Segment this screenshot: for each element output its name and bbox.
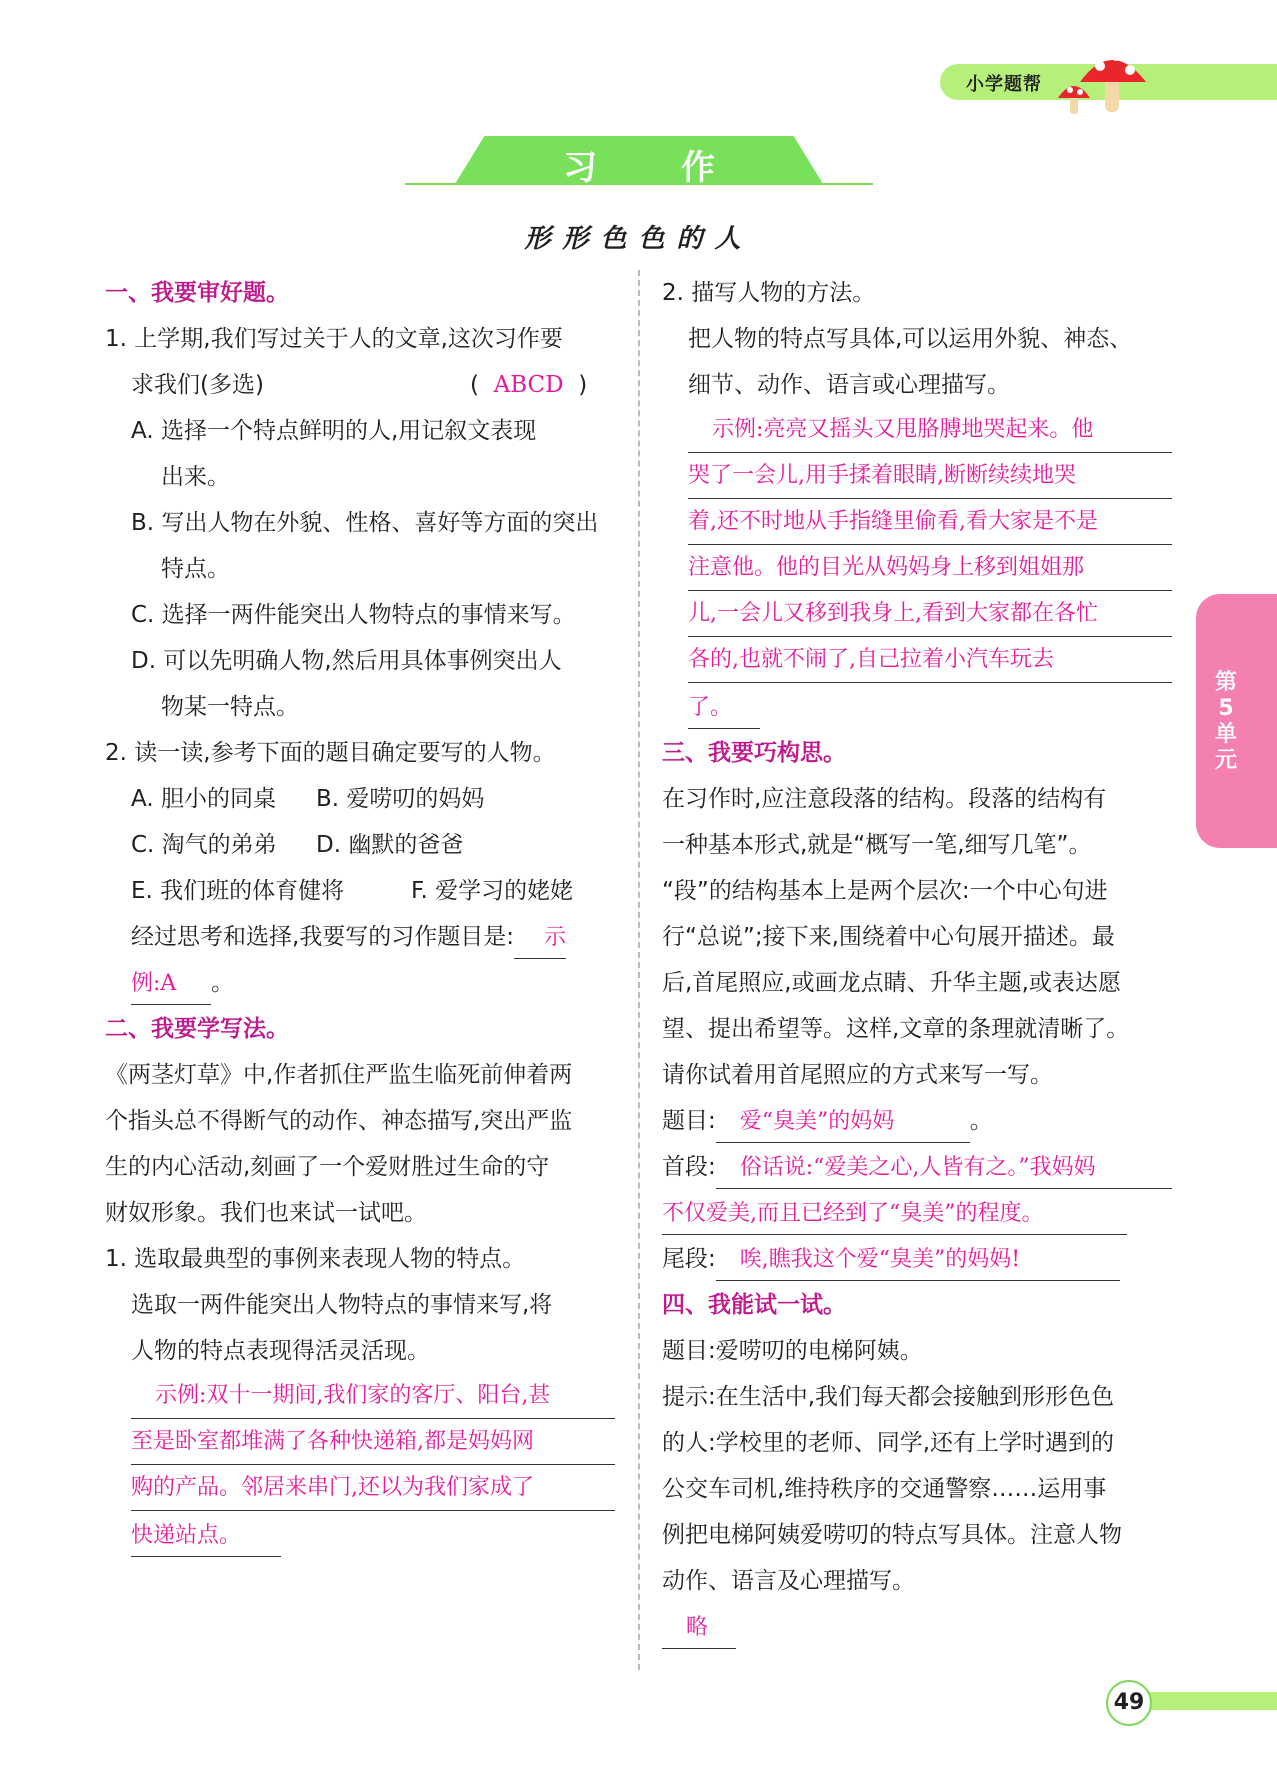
s3-first-line	[662, 1144, 1172, 1190]
s2-paragraph-3: 生的内心活动,刻画了一个爱财胜过生命的守	[105, 1154, 550, 1180]
unit-label-4: 元	[1214, 748, 1237, 773]
q1-option-d-1: D. 可以先明确人物,然后用具体事例突出人	[131, 648, 562, 674]
q2-option-e: E. 我们班的体育健将	[131, 878, 345, 904]
s4-paragraph-3: 公交车司机,维持秩序的交通警察……运用事	[662, 1476, 1107, 1502]
s2-question-1-desc-1: 选取一两件能突出人物特点的事情来写,将	[131, 1292, 553, 1318]
s2-answer-4: 快递站点。	[131, 1516, 281, 1557]
s3-paragraph-7: 请你试着用首尾照应的方式来写一写。	[662, 1062, 1053, 1088]
brand-label: 小学题帮	[966, 74, 1042, 95]
r-answer-3: 着,还不时地从手指缝里偷看,看大家是不是	[688, 500, 1172, 545]
s2-paragraph-4: 财奴形象。我们也来试一试吧。	[105, 1200, 427, 1226]
s2-answer-1: 示例:双十一期间,我们家的客厅、阳台,甚	[131, 1374, 615, 1419]
q1-option-b-2: 特点。	[161, 556, 230, 582]
s3-title-label: 题目:	[662, 1108, 716, 1134]
s3-paragraph-3: “段”的结构基本上是两个层次:一个中心句进	[662, 878, 1108, 904]
q2-option-d: D. 幽默的爸爸	[316, 832, 464, 858]
essay-subtitle: 形形色色的人	[524, 224, 753, 254]
s2-paragraph-1: 《两茎灯草》中,作者抓住严监生临死前伸着两	[105, 1062, 573, 1088]
s4-paragraph-1: 提示:在生活中,我们每天都会接触到形形色色	[662, 1384, 1115, 1410]
s3-paragraph-1: 在习作时,应注意段落的结构。段落的结构有	[662, 786, 1107, 812]
q1-option-c: C. 选择一两件能突出人物特点的事情来写。	[131, 602, 576, 628]
section-heading-4: 四、我能试一试。	[662, 1292, 846, 1318]
page-number: 49	[1106, 1680, 1152, 1726]
unit-label-1: 第	[1214, 670, 1237, 695]
s3-paragraph-6: 望、提出希望等。这样,文章的条理就清晰了。	[662, 1016, 1130, 1042]
s3-title-end: 。	[969, 1108, 993, 1134]
s3-title-answer: 爱“臭美”的妈妈	[716, 1102, 970, 1143]
q2-option-f: F. 爱学习的姥姥	[411, 878, 574, 904]
q1-option-a-2: 出来。	[161, 464, 230, 490]
s3-paragraph-2: 一种基本形式,就是“概写一笔,细写几笔”。	[662, 832, 1092, 858]
q2-answer-end: 。	[211, 970, 234, 996]
s3-first-line-2	[662, 1190, 1172, 1236]
s2-paragraph-2: 个指头总不得断气的动作、神态描写,突出严监	[105, 1108, 573, 1134]
r-answer-5: 儿,一会儿又移到我身上,看到大家都在各忙	[688, 592, 1172, 637]
q1-option-b-1: B. 写出人物在外貌、性格、喜好等方面的突出	[131, 510, 599, 536]
r-answer-4: 注意他。他的目光从妈妈身上移到姐姐那	[688, 546, 1172, 591]
r-q2-desc-1: 把人物的特点写具体,可以运用外貌、神态、	[688, 326, 1133, 352]
q1-line1: 1. 上学期,我们写过关于人的文章,这次习作要	[105, 326, 563, 352]
s3-last-answer: 唉,瞧我这个爱“臭美”的妈妈!	[716, 1240, 1120, 1281]
s2-answer-line-4	[105, 1512, 615, 1558]
q2-options-row-2	[105, 822, 615, 868]
q1-prompt: 求我们(多选)	[131, 372, 264, 398]
section-heading-1: 一、我要审好题。	[105, 280, 289, 306]
q1-answer: ABCD	[493, 372, 564, 398]
q2-prompt: 经过思考和选择,我要写的习作题目是:	[131, 924, 515, 950]
s2-question-1-desc-2: 人物的特点表现得活灵活现。	[131, 1338, 430, 1364]
q2-answer-part2: 例:A	[131, 964, 211, 1005]
q2-option-b: B. 爱唠叨的妈妈	[316, 786, 485, 812]
section-title: 习 作	[563, 148, 751, 188]
s3-paragraph-4: 行“总说”;接下来,围绕着中心句展开描述。最	[662, 924, 1115, 950]
r-answer-2: 哭了一会儿,用手揉着眼睛,断断续续地哭	[688, 454, 1172, 499]
r-answer-line-2	[662, 454, 1172, 500]
r-q2-title: 2. 描写人物的方法。	[662, 280, 876, 306]
unit-label-3: 单	[1214, 722, 1237, 747]
q2-options-row-1	[105, 776, 615, 822]
unit-label-2: 5	[1218, 696, 1234, 721]
r-answer-line-5	[662, 592, 1172, 638]
s2-question-1: 1. 选取最典型的事例来表现人物的特点。	[105, 1246, 526, 1272]
q2-option-a: A. 胆小的同桌	[131, 786, 276, 812]
section-heading-3: 三、我要巧构思。	[662, 740, 846, 766]
r-answer-1: 示例:亮亮又摇头又甩胳膊地哭起来。他	[688, 408, 1172, 453]
r-answer-line-7	[662, 684, 1172, 730]
s3-title-line	[662, 1098, 1172, 1144]
r-answer-6: 各的,也就不闹了,自己拉着小汽车玩去	[688, 638, 1172, 683]
r-answer-7: 了。	[688, 688, 760, 729]
column-divider	[638, 270, 640, 1670]
left-column	[105, 270, 615, 1558]
s4-paragraph-5: 动作、语言及心理描写。	[662, 1568, 915, 1594]
q1-option-d-2: 物某一特点。	[161, 694, 299, 720]
s2-answer-line-2	[105, 1420, 615, 1466]
q2-line: 2. 读一读,参考下面的题目确定要写的人物。	[105, 740, 556, 766]
q2-answer-line	[105, 960, 615, 1006]
q1-option-a-1: A. 选择一个特点鲜明的人,用记叙文表现	[131, 418, 537, 444]
r-answer-line-1	[662, 408, 1172, 454]
r-q2-desc-2: 细节、动作、语言或心理描写。	[688, 372, 1010, 398]
s2-answer-line-1	[105, 1374, 615, 1420]
right-column	[662, 270, 1172, 1650]
s4-paragraph-4: 例把电梯阿姨爱唠叨的特点写具体。注意人物	[662, 1522, 1122, 1548]
r-answer-line-4	[662, 546, 1172, 592]
s2-answer-line-3	[105, 1466, 615, 1512]
section-heading-2: 二、我要学写法。	[105, 1016, 289, 1042]
r-answer-line-3	[662, 500, 1172, 546]
q2-option-c: C. 淘气的弟弟	[131, 832, 277, 858]
s3-first-answer-1: 俗话说:“爱美之心,人皆有之。”我妈妈	[716, 1148, 1172, 1189]
q2-prompt-line	[105, 914, 615, 960]
s3-first-answer-2: 不仅爱美,而且已经到了“臭美”的程度。	[662, 1194, 1127, 1235]
q2-options-row-3	[105, 868, 615, 914]
r-answer-line-6	[662, 638, 1172, 684]
s2-answer-3: 购的产品。邻居来串门,还以为我们家成了	[131, 1466, 615, 1511]
q1-line2	[105, 362, 615, 408]
s3-paragraph-5: 后,首尾照应,或画龙点睛、升华主题,或表达愿	[662, 970, 1121, 996]
unit-side-label	[1196, 670, 1256, 774]
mushroom-icon	[1050, 38, 1160, 118]
s3-last-line	[662, 1236, 1172, 1282]
s4-answer: 略	[662, 1608, 736, 1649]
q1-answer-bracket: ( ABCD )	[470, 372, 588, 398]
s4-title: 题目:爱唠叨的电梯阿姨。	[662, 1338, 923, 1364]
s3-last-label: 尾段:	[662, 1246, 716, 1272]
q2-answer-part1: 示	[514, 918, 566, 959]
s4-paragraph-2: 的人:学校里的老师、同学,还有上学时遇到的	[662, 1430, 1115, 1456]
s2-answer-2: 至是卧室都堆满了各种快递箱,都是妈妈网	[131, 1420, 615, 1465]
s3-first-label: 首段:	[662, 1154, 716, 1180]
s4-answer-line	[662, 1604, 1172, 1650]
